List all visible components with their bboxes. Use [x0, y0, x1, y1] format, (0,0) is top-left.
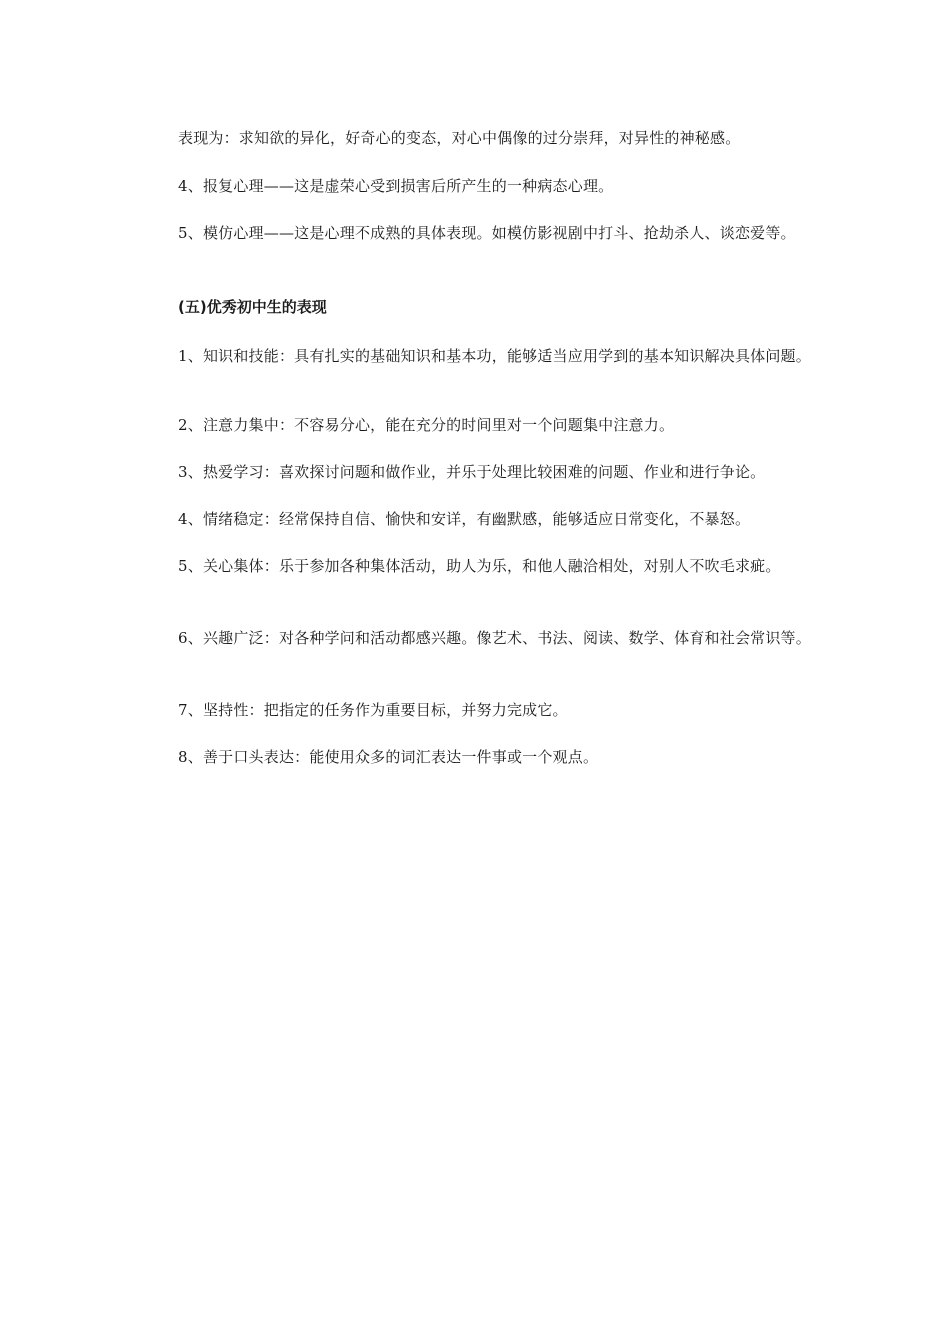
paragraph-imitation-psychology: 5、模仿心理——这是心理不成熟的具体表现。如模仿影视剧中打斗、抢劫杀人、谈恋爱等。	[178, 224, 796, 242]
section-heading: (五)优秀初中生的表现	[178, 298, 327, 316]
paragraph-broad-interests: 6、兴趣广泛：对各种学问和活动都感兴趣。像艺术、书法、阅读、数学、体育和社会常识等。	[178, 629, 811, 647]
paragraph-manifestations: 表现为：求知欲的异化，好奇心的变态，对心中偶像的过分崇拜，对异性的神秘感。	[178, 129, 741, 147]
paragraph-persistence: 7、坚持性：把指定的任务作为重要目标，并努力完成它。	[178, 701, 568, 719]
paragraph-caring-for-group: 5、关心集体：乐于参加各种集体活动，助人为乐，和他人融洽相处，对别人不吹毛求疵。	[178, 557, 781, 575]
paragraph-emotional-stability: 4、情绪稳定：经常保持自信、愉快和安详，有幽默感，能够适应日常变化，不暴怒。	[178, 510, 751, 528]
paragraph-revenge-psychology: 4、报复心理——这是虚荣心受到损害后所产生的一种病态心理。	[178, 177, 614, 195]
paragraph-knowledge-skills: 1、知识和技能：具有扎实的基础知识和基本功，能够适当应用学到的基本知识解决具体问题。	[178, 347, 811, 365]
paragraph-verbal-expression: 8、善于口头表达：能使用众多的词汇表达一件事或一个观点。	[178, 748, 599, 766]
paragraph-love-of-learning: 3、热爱学习：喜欢探讨问题和做作业，并乐于处理比较困难的问题、作业和进行争论。	[178, 463, 766, 481]
paragraph-concentration: 2、注意力集中：不容易分心，能在充分的时间里对一个问题集中注意力。	[178, 416, 675, 434]
